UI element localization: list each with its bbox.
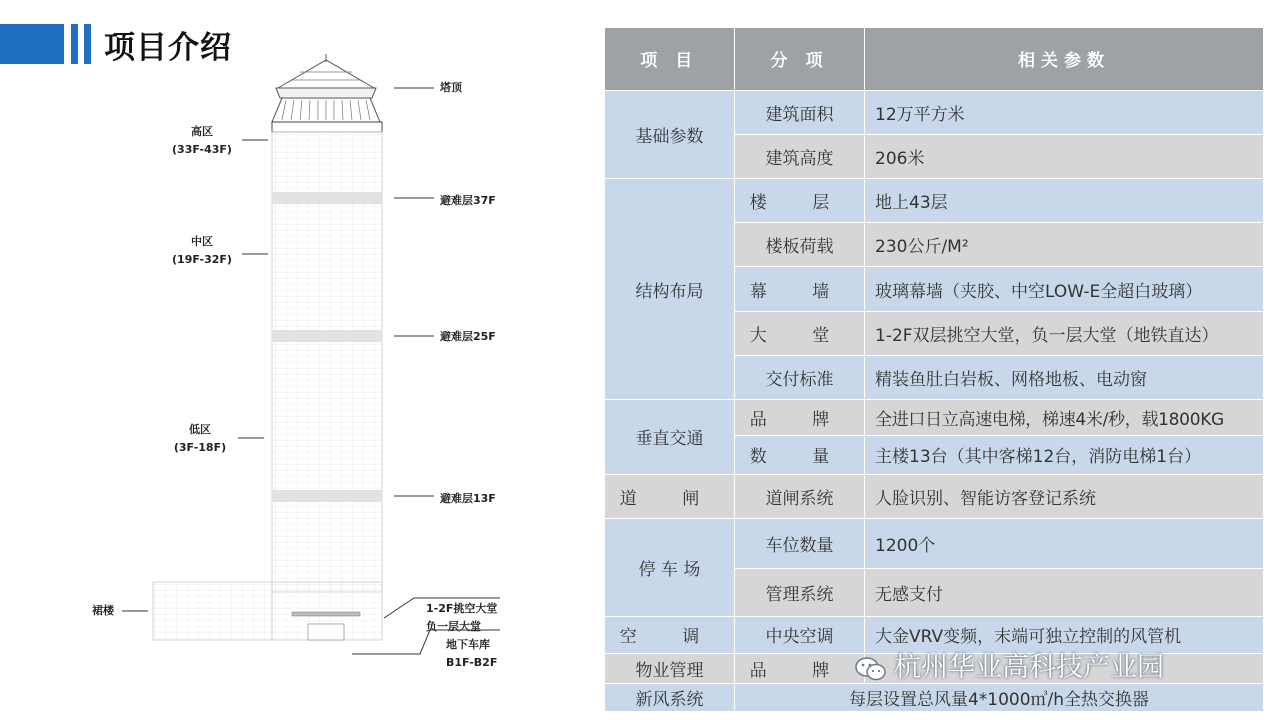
row-sub: 幕 墙 (735, 267, 865, 311)
row-sub: 管理系统 (735, 569, 865, 617)
header-params: 相关参数 (865, 28, 1264, 90)
header-subitem: 分 项 (735, 28, 865, 90)
group-name: 新风系统 (605, 683, 735, 711)
table-row (605, 178, 1264, 222)
label-lobby: 1-2F挑空大堂 负一层大堂 (426, 602, 498, 633)
project-parameters-table (604, 28, 1264, 712)
row-sub: 数 量 (735, 436, 865, 474)
row-sub: 中央空调 (735, 617, 865, 653)
row-value: 主楼13台（其中客梯12台，消防电梯1台） (865, 436, 1264, 474)
row-sub: 楼板荷载 (735, 223, 865, 267)
row-value: 1-2F双层挑空大堂，负一层大堂（地铁直达） (865, 311, 1264, 355)
row-value: 1200个 (865, 518, 1264, 568)
label-high-zone: 高区 (33F-43F) (172, 125, 232, 156)
table-row (605, 474, 1264, 518)
table-row (605, 90, 1264, 134)
row-value: 人脸识别、智能访客登记系统 (865, 474, 1264, 518)
row-value: 大金VRV变频，末端可独立控制的风管机 (865, 617, 1264, 653)
row-sub: 建筑高度 (735, 134, 865, 178)
row-sub: 品 牌 (735, 400, 865, 436)
table-row (605, 518, 1264, 568)
row-value: 玻璃幕墙（夹胶、中空LOW-E全超白玻璃） (865, 267, 1264, 311)
label-mid-zone: 中区 (19F-32F) (172, 235, 232, 266)
table-row (605, 683, 1264, 711)
group-name: 基础参数 (605, 90, 735, 178)
row-value: 全进口日立高速电梯，梯速4米/秒，载1800KG (865, 400, 1264, 436)
group-name: 空 调 (605, 617, 735, 653)
group-name: 结构布局 (605, 178, 735, 399)
label-refuge-37f: 避难层37F (440, 194, 496, 207)
label-podium: 裙楼 (92, 604, 114, 617)
row-sub: 交付标准 (735, 355, 865, 399)
label-garage: 地下车库 B1F-B2F (446, 638, 498, 669)
group-name: 物业管理 (605, 653, 735, 683)
row-value: 地上43层 (865, 178, 1264, 222)
label-low-zone: 低区 (3F-18F) (173, 423, 227, 454)
label-tower-top: 塔顶 (440, 81, 462, 94)
tower-crown (272, 54, 382, 132)
row-sub: 道闸系统 (735, 474, 865, 518)
row-value: 每层设置总风量4*1000㎥/h全热交换器 (735, 683, 1264, 711)
label-refuge-25f: 避难层25F (440, 330, 496, 343)
tower-elevation-diagram (0, 50, 560, 720)
row-value: 12万平方米 (865, 90, 1264, 134)
wechat-icon (854, 655, 888, 683)
label-refuge-13f: 避难层13F (440, 492, 496, 505)
row-value: 精装鱼肚白岩板、网格地板、电动窗 (865, 355, 1264, 399)
row-value: 无感支付 (865, 569, 1264, 617)
watermark-text: 杭州华业高科技产业园 (894, 652, 1164, 683)
row-sub: 建筑面积 (735, 90, 865, 134)
row-sub: 楼 层 (735, 178, 865, 222)
group-name: 道 闸 (605, 474, 735, 518)
table-header-row (605, 28, 1264, 90)
row-value: 230公斤/M² (865, 223, 1264, 267)
row-value: 206米 (865, 134, 1264, 178)
group-name: 垂直交通 (605, 400, 735, 474)
row-sub: 车位数量 (735, 518, 865, 568)
row-sub: 品 牌 (735, 653, 865, 683)
page-title: 项目介绍 (104, 30, 232, 66)
header-item: 项 目 (605, 28, 735, 90)
group-name: 停 车 场 (605, 518, 735, 617)
row-sub: 大 堂 (735, 311, 865, 355)
watermark (854, 645, 1164, 684)
table-row (605, 400, 1264, 436)
